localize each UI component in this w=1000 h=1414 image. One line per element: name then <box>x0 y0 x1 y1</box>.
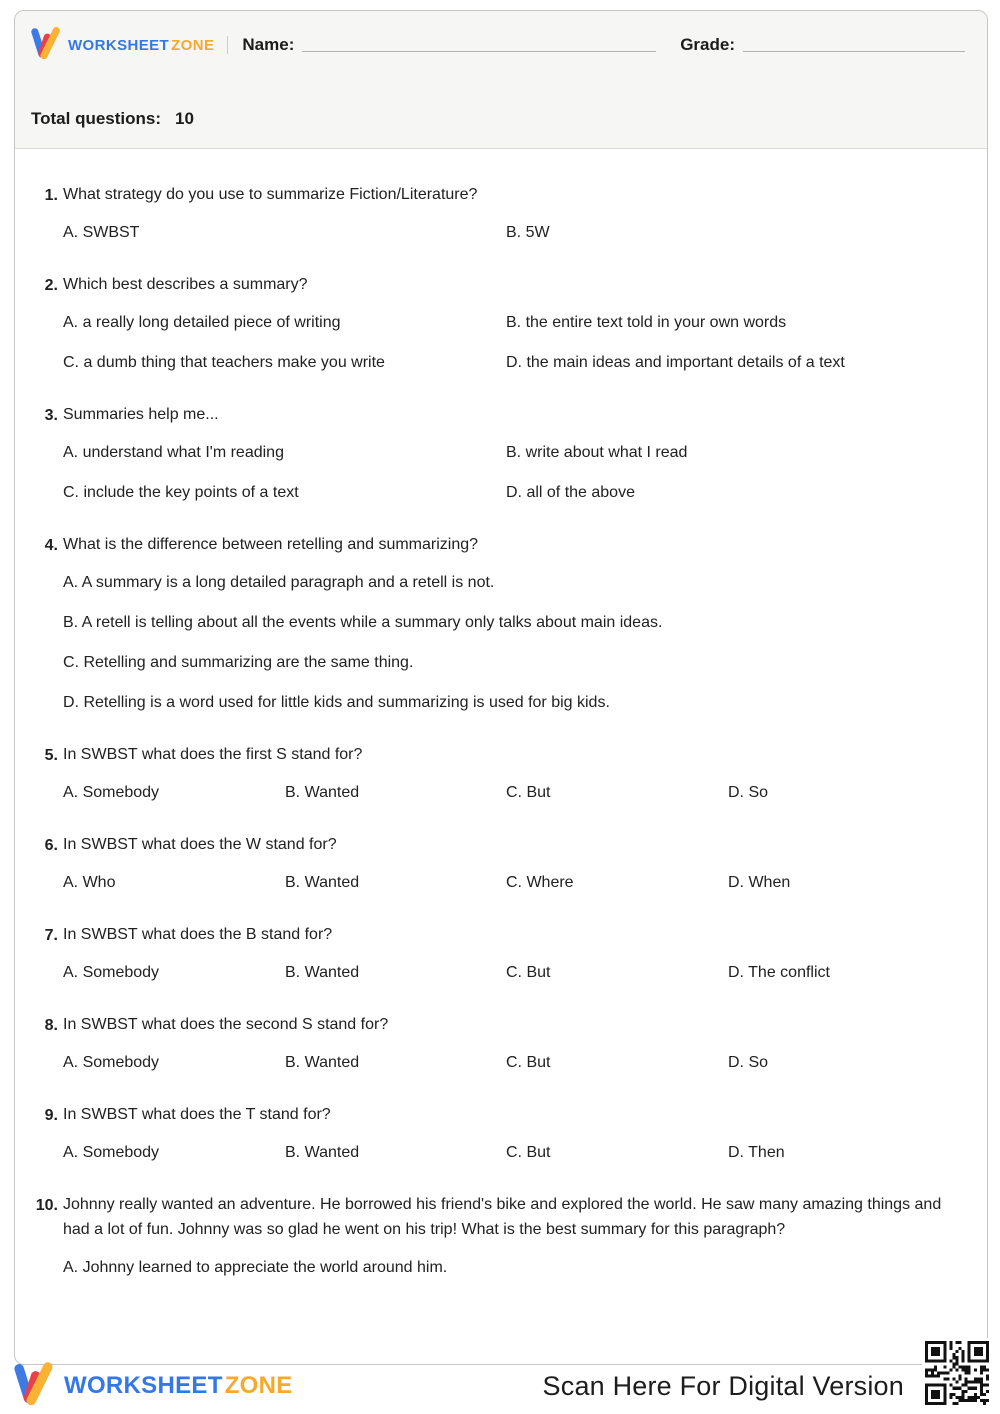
grade-blank-line <box>743 38 965 52</box>
question-options <box>63 312 967 374</box>
option: A. A summary is a long detailed paragraph and a retell is not. <box>63 574 495 591</box>
option: B. Wanted <box>285 1054 360 1071</box>
question-options <box>63 872 967 894</box>
question-options <box>63 222 967 244</box>
option: B. Wanted <box>285 1144 360 1161</box>
question-text: Johnny really wanted an adventure. He borrowed his friend's bike and explored the world. He saw many amazing things and had a lot of fun. Johnny was so glad he went on his trip! What is the best summary for this paragraph? <box>63 1196 942 1238</box>
option: D. Then <box>728 1144 785 1161</box>
total-questions-row <box>31 109 965 129</box>
brand-name-primary: WORKSHEET <box>68 36 170 54</box>
total-questions-value: 10 <box>175 109 194 128</box>
option: A. a really long detailed piece of writing <box>63 314 341 331</box>
option: D. When <box>728 874 791 891</box>
question-10 <box>31 1192 967 1279</box>
option: A. Johnny learned to appreciate the world around him. <box>63 1259 448 1276</box>
option: A. Somebody <box>63 1054 160 1071</box>
brand-name <box>64 1372 293 1400</box>
question-3 <box>31 402 967 504</box>
question-text: Summaries help me... <box>63 406 219 423</box>
name-label: Name: <box>242 35 295 54</box>
worksheetzone-logo-icon <box>14 1361 54 1410</box>
questions-list <box>15 149 987 1279</box>
option: B. 5W <box>506 224 550 241</box>
question-text: What is the difference between retelling and summarizing? <box>63 536 479 553</box>
question-options <box>63 572 967 714</box>
header-brand-row <box>31 29 965 61</box>
question-number: 7. <box>44 927 58 944</box>
question-4 <box>31 532 967 714</box>
question-text: In SWBST what does the B stand for? <box>63 926 333 943</box>
option: B. A retell is telling about all the events while a summary only talks about main ideas. <box>63 614 663 631</box>
question-number: 4. <box>44 537 58 554</box>
question-7 <box>31 922 967 984</box>
option: C. Retelling and summarizing are the same thing. <box>63 654 414 671</box>
option: C. But <box>506 1144 551 1161</box>
option: D. So <box>728 1054 769 1071</box>
option: D. the main ideas and important details of a text <box>506 354 845 371</box>
question-number: 2. <box>44 277 58 294</box>
scan-here-text: Scan Here For Digital Version <box>542 1371 904 1401</box>
brand-name-secondary: ZONE <box>171 36 215 54</box>
option: A. understand what I'm reading <box>63 444 284 461</box>
option: B. Wanted <box>285 874 360 891</box>
worksheet-header <box>15 11 987 149</box>
question-number: 10. <box>35 1197 58 1214</box>
option: A. Who <box>63 874 116 891</box>
option: C. a dumb thing that teachers make you write <box>63 354 385 371</box>
question-options <box>63 962 967 984</box>
question-2 <box>31 272 967 374</box>
question-number: 8. <box>44 1017 58 1034</box>
question-6 <box>31 832 967 894</box>
question-8 <box>31 1012 967 1074</box>
question-options <box>63 1142 967 1164</box>
option: A. Somebody <box>63 1144 160 1161</box>
qr-code <box>922 1338 992 1408</box>
option: C. Where <box>506 874 574 891</box>
brand-name-secondary: ZONE <box>224 1371 293 1399</box>
option: D. all of the above <box>506 484 635 501</box>
option: A. Somebody <box>63 784 160 801</box>
worksheetzone-logo-icon <box>31 26 61 64</box>
question-number: 9. <box>44 1107 58 1124</box>
option: D. So <box>728 784 769 801</box>
question-options <box>63 782 967 804</box>
header-divider <box>227 36 228 54</box>
option: B. write about what I read <box>506 444 688 461</box>
brand-logo <box>31 26 214 64</box>
worksheet-card <box>14 10 988 1365</box>
option: C. But <box>506 784 551 801</box>
question-9 <box>31 1102 967 1164</box>
option: C. include the key points of a text <box>63 484 299 501</box>
question-number: 3. <box>44 407 58 424</box>
option: D. Retelling is a word used for little kids and summarizing is used for big kids. <box>63 694 610 711</box>
option: C. But <box>506 964 551 981</box>
option: B. Wanted <box>285 784 360 801</box>
question-text: In SWBST what does the second S stand for? <box>63 1016 389 1033</box>
total-questions-label: Total questions: <box>31 109 162 128</box>
question-options <box>63 442 967 504</box>
question-1 <box>31 182 967 244</box>
question-text: In SWBST what does the first S stand for? <box>63 746 363 763</box>
option: A. Somebody <box>63 964 160 981</box>
question-text: What strategy do you use to summarize Fiction/Literature? <box>63 186 478 203</box>
option: B. the entire text told in your own words <box>506 314 787 331</box>
question-number: 6. <box>44 837 58 854</box>
question-5 <box>31 742 967 804</box>
question-text: In SWBST what does the T stand for? <box>63 1106 331 1123</box>
question-text: Which best describes a summary? <box>63 276 308 293</box>
option: A. SWBST <box>63 224 140 241</box>
footer-brand-logo <box>14 1361 293 1410</box>
brand-name <box>68 37 214 54</box>
grade-label: Grade: <box>680 35 735 54</box>
brand-name-primary: WORKSHEET <box>64 1371 223 1399</box>
option: D. The conflict <box>728 964 830 981</box>
option: C. But <box>506 1054 551 1071</box>
name-blank-line <box>302 38 656 52</box>
question-text: In SWBST what does the W stand for? <box>63 836 337 853</box>
question-number: 1. <box>44 187 58 204</box>
question-number: 5. <box>44 747 58 764</box>
question-options <box>63 1257 967 1279</box>
option: B. Wanted <box>285 964 360 981</box>
question-options <box>63 1052 967 1074</box>
